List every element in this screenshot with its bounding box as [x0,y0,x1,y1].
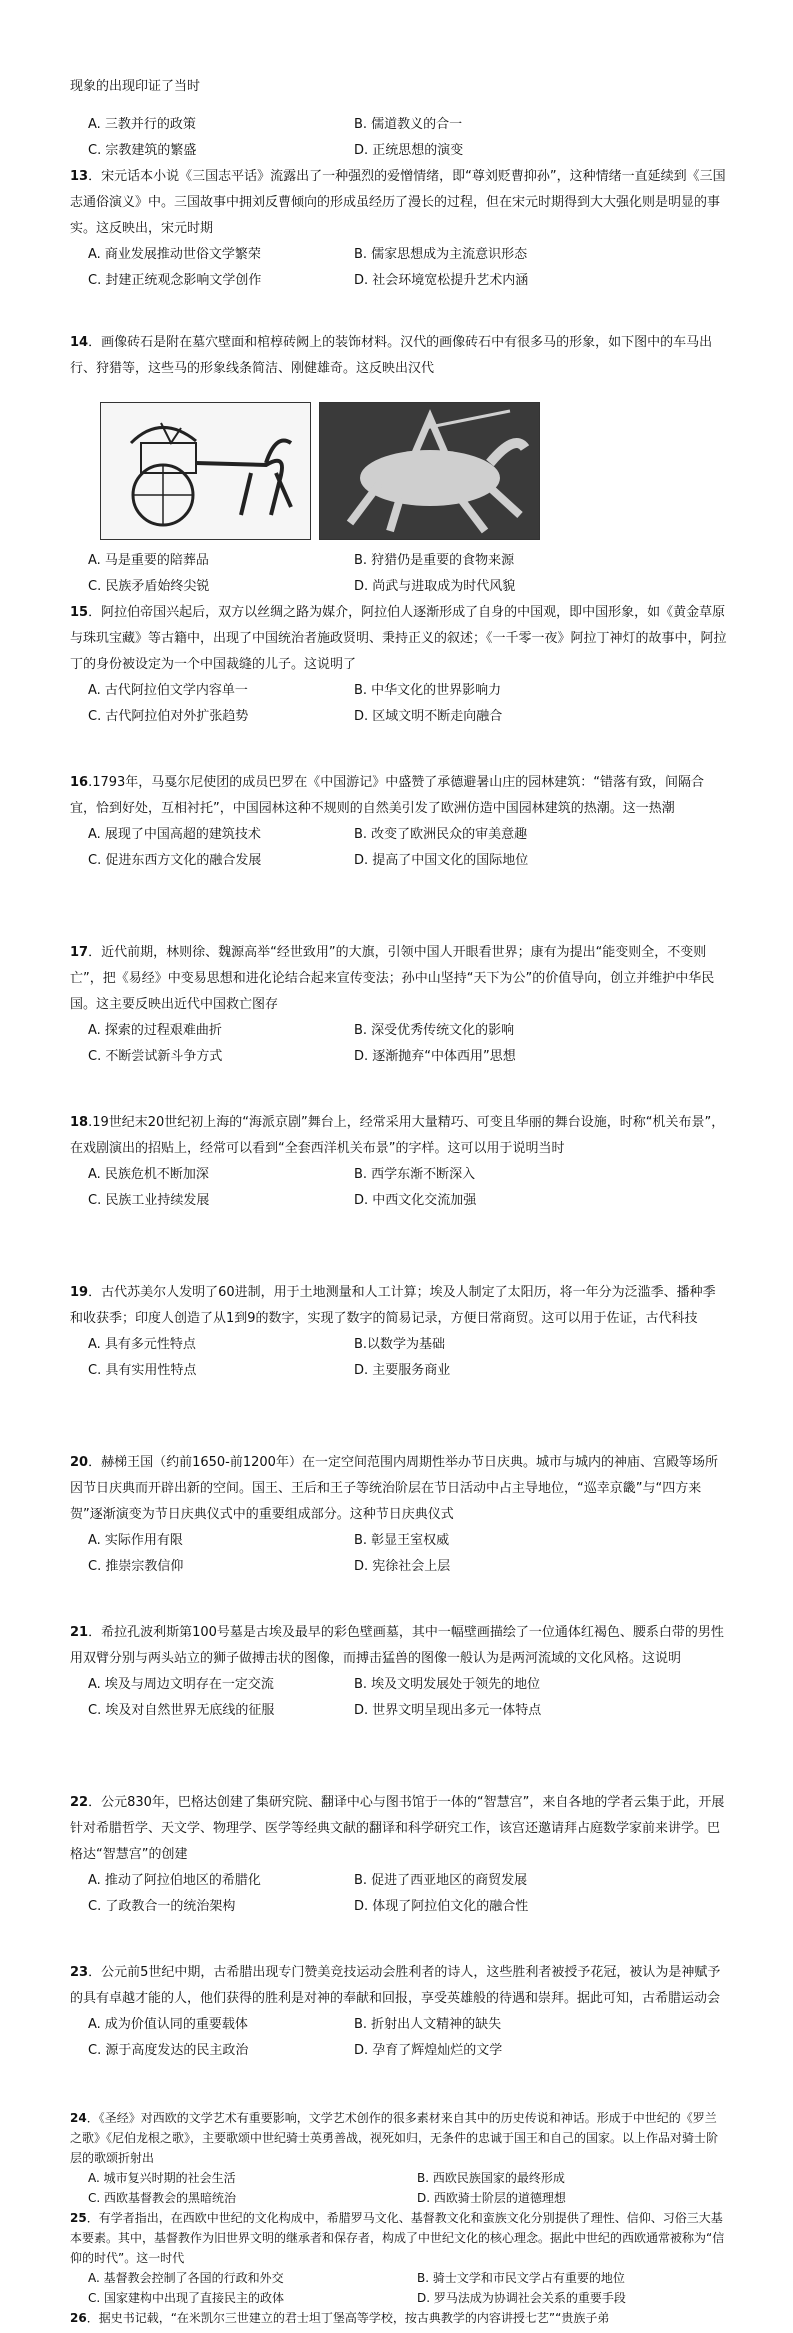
option-b[interactable]: B. 中华文化的世界影响力 [354,683,502,698]
option-a[interactable]: A. 埃及与周边文明存在一定交流 [88,1677,274,1692]
question-number: 21 [70,1625,89,1640]
option-b[interactable]: B. 狩猎仍是重要的食物来源 [354,553,515,568]
option-b[interactable]: B. 儒家思想成为主流意识形态 [354,247,528,262]
option-c[interactable]: C. 国家建构中出现了直接民主的政体 [88,2291,285,2305]
chariot-image [100,402,311,540]
options-lead [70,112,728,164]
question-stem: ．画像砖石是附在墓穴壁面和棺椁砖阙上的装饰材料。汉代的画像砖石中有很多马的形象，如下图中的车马出行、狩猎等，这些马的形象线条简洁、刚健雄奇。这反映出汉代 [70,335,713,376]
question-stem: 现象的出现印证了当时 [70,79,201,94]
option-d[interactable]: D. 罗马法成为协调社会关系的重要手段 [417,2291,626,2305]
option-c[interactable]: C. 推崇宗教信仰 [88,1559,184,1574]
option-b[interactable]: B. 深受优秀传统文化的影响 [354,1023,515,1038]
question-stem: ．公元前5世纪中期，古希腊出现专门赞美竞技运动会胜利者的诗人，这些胜利者被授予花冠，被认为是神赋予的具有卓越才能的人，他们获得的胜利是对神的奉献和回报，享受英雄般的待遇和崇拜。据此可知，古希腊运动会 [70,1965,721,2006]
option-b[interactable]: B. 折射出人文精神的缺失 [354,2017,502,2032]
question-stem: ．希拉孔波利斯第100号墓是古埃及最早的彩色壁画墓，其中一幅壁画描绘了一位通体红褐色、腰系白带的男性用双臂分别与两头站立的狮子做搏击状的图像，而搏击猛兽的图像一般认为是两河流域的文化风格。这说明 [70,1625,724,1666]
question-lead [70,74,728,100]
option-a[interactable]: A. 展现了中国高超的建筑技术 [88,827,261,842]
question-number: 20 [70,1455,89,1470]
option-c[interactable]: C. 促进东西方文化的融合发展 [88,853,262,868]
question-number: 24 [70,2111,87,2125]
option-b[interactable]: B. 骑士文学和市民文学占有重要的地位 [417,2271,625,2285]
option-d[interactable]: D. 中西文化交流加强 [354,1193,477,1208]
option-d[interactable]: D. 社会环境宽松提升艺术内涵 [354,273,529,288]
question-13 [70,164,728,294]
question-25 [70,2208,728,2268]
question-stem: ．《圣经》对西欧的文学艺术有重要影响，文学艺术创作的很多素材来自其中的历史传说和神话。形成于中世纪的《罗兰之歌》《尼伯龙根之歌》，主要歌颂中世纪骑士英勇善战，视死如归，无条件的忠诚于国王和自己的国家。以上作品对骑士阶层的歌颂折射出 [70,2111,719,2165]
option-c[interactable]: C. 埃及对自然世界无底线的征服 [88,1703,275,1718]
question-number: 19 [70,1285,89,1300]
question-number: 17 [70,945,89,960]
question-21 [70,1620,728,1724]
question-number: 14 [70,335,89,350]
option-d[interactable]: D. 尚武与进取成为时代风貌 [354,579,516,594]
question-stem: ．据史书记载，“在米凯尔三世建立的君士坦丁堡高等学校，按古典教学的内容讲授七艺”“贵族子弟 [86,2311,610,2325]
question-16 [70,770,728,874]
option-d[interactable]: D. 正统思想的演变 [354,143,464,158]
option-d[interactable]: D. 体现了阿拉伯文化的融合性 [354,1899,529,1914]
option-b[interactable]: B. 促进了西亚地区的商贸发展 [354,1873,528,1888]
question-stem: ．有学者指出，在西欧中世纪的文化构成中，希腊罗马文化、基督教文化和蛮族文化分别提供了理性、信仰、习俗三大基本要素。其中，基督教作为旧世界文明的继承者和保存者，构成了中世纪文化的核心理念。据此中世纪的西欧通常被称为“信仰的时代”。这一时代 [70,2211,725,2265]
question-24 [70,2108,728,2168]
option-d[interactable]: D. 主要服务商业 [354,1363,451,1378]
figure-pair [100,402,540,542]
option-c[interactable]: C. 了政教合一的统治架构 [88,1899,236,1914]
question-stem: .1793年，马戛尔尼使团的成员巴罗在《中国游记》中盛赞了承德避暑山庄的园林建筑：“错落有致，间隔合宜，恰到好处，互相衬托”，中国园林这种不规则的自然美引发了欧洲仿造中国园林建筑的热潮。这一热潮 [70,775,705,816]
option-a[interactable]: A. 基督教会控制了各国的行政和外交 [88,2271,284,2285]
question-17 [70,940,728,1070]
question-20 [70,1450,728,1580]
option-a[interactable]: A. 推动了阿拉伯地区的希腊化 [88,1873,261,1888]
option-c[interactable]: C. 民族工业持续发展 [88,1193,210,1208]
option-d[interactable]: D. 世界文明呈现出多元一体特点 [354,1703,542,1718]
option-a[interactable]: A. 成为价值认同的重要载体 [88,2017,248,2032]
question-26 [70,2308,728,2328]
question-number: 22 [70,1795,89,1810]
question-number: 16 [70,775,89,790]
option-c[interactable]: C. 古代阿拉伯对外扩张趋势 [88,709,249,724]
option-d[interactable]: D. 逐渐抛弃“中体西用”思想 [354,1049,516,1064]
question-stem: ．宋元话本小说《三国志平话》流露出了一种强烈的爱憎情绪，即“尊刘贬曹抑孙”，这种情绪一直延续到《三国志通俗演义》中。三国故事中拥刘反曹倾向的形成虽经历了漫长的过程，但在宋元时期得到大大强化则是明显的事实。这反映出，宋元时期 [70,169,726,236]
question-stem: ．古代苏美尔人发明了60进制，用于土地测量和人工计算；埃及人制定了太阳历，将一年分为泛滥季、播种季和收获季；印度人创造了从1到9的数字，实现了数字的简易记录，方便日常商贸。这可以用于佐证，古代科技 [70,1285,716,1326]
question-number: 13 [70,169,89,184]
question-stem: ．赫梯王国（约前1650-前1200年）在一定空间范围内周期性举办节日庆典。城市与城内的神庙、宫殿等场所因节日庆典而开辟出新的空间。国王、王后和王子等统治阶层在节日活动中占主导地位，“巡幸京畿”与“四方来贺”逐渐演变为节日庆典仪式中的重要组成部分。这种节日庆典仪式 [70,1455,718,1522]
question-14 [70,330,728,382]
question-number: 18 [70,1115,89,1130]
option-c[interactable]: C. 具有实用性特点 [88,1363,197,1378]
question-number: 15 [70,605,89,620]
option-row [70,2268,728,2308]
question-stem: ．阿拉伯帝国兴起后，双方以丝绸之路为媒介，阿拉伯人逐渐形成了自身的中国观，即中国形象，如《黄金草原与珠玑宝藏》等古籍中，出现了中国统治者施政贤明、秉持正义的叙述；《一千零一夜》阿拉丁神灯的故事中，阿拉丁的身份被设定为一个中国裁缝的儿子。这说明了 [70,605,727,672]
option-b[interactable]: B. 埃及文明发展处于领先的地位 [354,1677,541,1692]
option-a[interactable]: A. 三教并行的政策 [88,117,196,132]
option-a[interactable]: A. 商业发展推动世俗文学繁荣 [88,247,261,262]
option-c[interactable]: C. 西欧基督教会的黑暗统治 [88,2191,237,2205]
option-a[interactable]: A. 具有多元性特点 [88,1337,196,1352]
question-19 [70,1280,728,1384]
question-number: 23 [70,1965,89,1980]
option-c[interactable]: C. 源于高度发达的民主政治 [88,2043,249,2058]
question-18 [70,1110,728,1214]
option-b[interactable]: B. 改变了欧洲民众的审美意趣 [354,827,528,842]
question-stem: .19世纪末20世纪初上海的“海派京剧”舞台上，经常采用大量精巧、可变且华丽的舞台设施，时称“机关布景”，在戏剧演出的招贴上，经常可以看到“全套西洋机关布景”的字样。这可以用于说明当时 [70,1115,725,1156]
question-number: 25 [70,2211,87,2225]
option-a[interactable]: A. 古代阿拉伯文学内容单一 [88,683,248,698]
questions-tail [70,2108,728,2328]
hunting-image [319,402,540,540]
question-23 [70,1960,728,2064]
option-d[interactable]: D. 区域文明不断走向融合 [354,709,503,724]
option-c[interactable]: C. 民族矛盾始终尖锐 [88,579,210,594]
question-15 [70,600,728,730]
option-d[interactable]: D. 西欧骑士阶层的道德理想 [417,2191,566,2205]
option-a[interactable]: A. 马是重要的陪葬品 [88,553,209,568]
option-c[interactable]: C. 宗教建筑的繁盛 [88,143,197,158]
option-b[interactable]: B. 西欧民族国家的最终形成 [417,2171,565,2185]
option-a[interactable]: A. 实际作用有限 [88,1533,183,1548]
option-d[interactable]: D. 提高了中国文化的国际地位 [354,853,529,868]
option-b[interactable]: B. 儒道教义的合一 [354,117,463,132]
option-b[interactable]: B. 西学东渐不断深入 [354,1167,476,1182]
question-stem: ．公元830年，巴格达创建了集研究院、翻译中心与图书馆于一体的“智慧宫”，来自各地的学者云集于此，开展针对希腊哲学、天文学、物理学、医学等经典文献的翻译和科学研究工作，该宫还邀请拜占庭数学家前来讲学。巴格达“智慧宫”的创建 [70,1795,725,1862]
option-d[interactable]: D. 宪徐社会上层 [354,1559,451,1574]
option-d[interactable]: D. 孕育了辉煌灿烂的文学 [354,2043,503,2058]
question-number: 26 [70,2311,87,2325]
option-b[interactable]: B. 彰显王室权威 [354,1533,450,1548]
question-22 [70,1790,728,1920]
option-row [70,2168,728,2208]
option-a[interactable]: A. 城市复兴时期的社会生活 [88,2171,236,2185]
option-a[interactable]: A. 探索的过程艰难曲折 [88,1023,222,1038]
question-stem: ．近代前期，林则徐、魏源高举“经世致用”的大旗，引领中国人开眼看世界；康有为提出“能变则全，不变则亡”，把《易经》中变易思想和进化论结合起来宣传变法；孙中山坚持“天下为公”的价值导向，创立并维护中华民国。这主要反映出近代中国救亡图存 [70,945,715,1012]
options-14 [70,548,728,600]
option-c[interactable]: C. 封建正统观念影响文学创作 [88,273,262,288]
option-c[interactable]: C. 不断尝试新斗争方式 [88,1049,223,1064]
option-a[interactable]: A. 民族危机不断加深 [88,1167,209,1182]
option-b[interactable]: B.以数学为基础 [354,1337,446,1352]
